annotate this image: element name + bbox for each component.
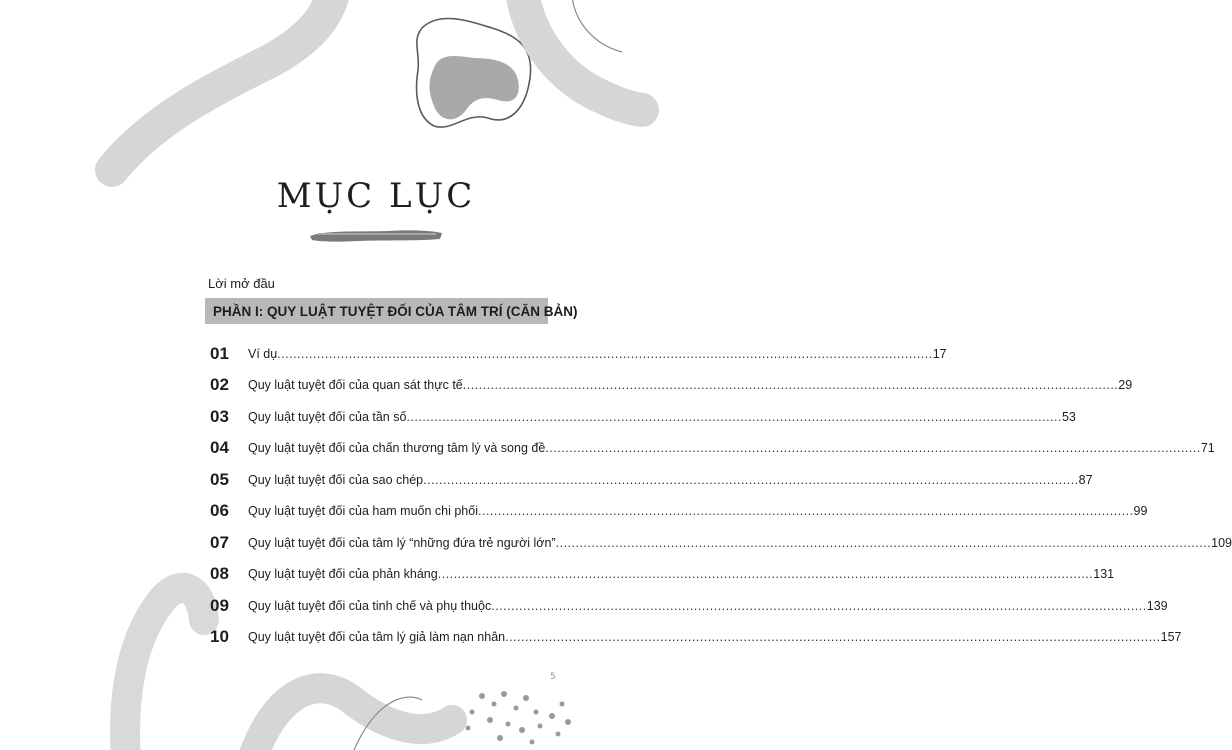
toc-page-number: 157 xyxy=(1160,630,1182,645)
toc-text xyxy=(248,567,1114,581)
toc-number: 03 xyxy=(210,406,229,426)
toc-leader-dots xyxy=(438,567,1094,581)
toc-entry[interactable] xyxy=(210,433,1215,465)
left-arc-stroke xyxy=(112,0,334,170)
toc-leader-dots xyxy=(423,473,1079,487)
book-page xyxy=(122,0,1232,750)
toc-page-number: 53 xyxy=(1061,409,1076,424)
toc-number: 09 xyxy=(210,595,229,615)
toc-leader-dots xyxy=(491,599,1147,613)
toc-leader-dots xyxy=(277,347,933,361)
toc-page-number: 139 xyxy=(1146,598,1168,613)
toc-text xyxy=(248,599,1168,613)
toc-number: 05 xyxy=(210,469,229,489)
toc-entry[interactable] xyxy=(210,559,1115,591)
toc-text xyxy=(248,378,1132,392)
intro-entry[interactable]: Lời mở đầu xyxy=(208,276,275,291)
page-number: 5 xyxy=(550,672,556,682)
toc-page-number: 87 xyxy=(1078,472,1093,487)
toc-number: 10 xyxy=(210,627,229,647)
toc-page-number: 71 xyxy=(1200,441,1215,456)
toc-number: 06 xyxy=(210,501,229,521)
toc-text xyxy=(248,347,947,361)
toc-label: Quy luật tuyệt đối của quan sát thực tế xyxy=(248,378,463,393)
toc-label: Ví dụ xyxy=(248,346,278,361)
toc-label: Quy luật tuyệt đối của tần số xyxy=(248,409,407,424)
toc-page-number: 17 xyxy=(932,346,947,361)
toc-text xyxy=(248,536,1232,550)
toc-number: 08 xyxy=(210,564,229,584)
toc-label: Quy luật tuyệt đối của tâm lý giả làm nạn nhân xyxy=(248,630,506,645)
toc-label: Quy luật tuyệt đối của tinh chế và phụ thuộc xyxy=(248,598,492,613)
toc-label: Quy luật tuyệt đối của phản kháng xyxy=(248,567,438,582)
toc-entry[interactable] xyxy=(210,401,1076,433)
toc-label: Quy luật tuyệt đối của tâm lý “những đứa trẻ người lớn” xyxy=(248,535,556,550)
toc-entry[interactable] xyxy=(210,622,1182,654)
toc-entry[interactable] xyxy=(210,527,1232,559)
toc-leader-dots xyxy=(406,410,1062,424)
toc-number: 02 xyxy=(210,375,229,395)
toc-text xyxy=(248,441,1215,455)
toc-label: Quy luật tuyệt đối của sao chép xyxy=(248,472,424,487)
toc-text xyxy=(248,473,1093,487)
toc-label: Quy luật tuyệt đối của ham muốn chi phối xyxy=(248,504,478,519)
lower-left-arch xyxy=(125,588,204,750)
toc-page-number: 29 xyxy=(1118,378,1133,393)
blob-shape xyxy=(430,56,519,119)
toc-leader-dots xyxy=(505,630,1161,644)
toc-text xyxy=(248,630,1181,644)
right-band-stroke xyxy=(522,0,642,110)
part-heading-bar xyxy=(205,298,578,324)
page-title: MỤC LỤC xyxy=(276,176,476,216)
toc-leader-dots xyxy=(463,378,1119,392)
dot-cluster xyxy=(466,691,572,745)
toc-text xyxy=(248,410,1076,424)
toc-entry[interactable] xyxy=(210,590,1168,622)
toc-label: Quy luật tuyệt đối của chấn thương tâm lý và song đề xyxy=(248,441,546,456)
title-underline-brush xyxy=(308,224,444,246)
toc-entry[interactable] xyxy=(210,464,1093,496)
toc-leader-dots xyxy=(545,441,1201,455)
toc-number: 07 xyxy=(210,532,229,552)
toc-number: 01 xyxy=(210,343,229,363)
toc-text xyxy=(248,504,1147,518)
toc-entry[interactable] xyxy=(210,370,1133,402)
toc-leader-dots xyxy=(556,536,1212,550)
bottom-wave-stroke xyxy=(252,688,452,750)
toc-leader-dots xyxy=(478,504,1134,518)
part-heading: PHẦN I: QUY LUẬT TUYỆT ĐỐI CỦA TÂM TRÍ (CĂN BẢN) xyxy=(213,303,578,319)
toc-page-number: 99 xyxy=(1133,504,1148,519)
toc-entry[interactable] xyxy=(210,338,947,370)
toc-number: 04 xyxy=(210,438,229,458)
toc-page-number: 131 xyxy=(1093,567,1115,582)
right-line-outline xyxy=(572,0,622,52)
toc-page-number: 109 xyxy=(1211,535,1232,550)
toc-entry[interactable] xyxy=(210,496,1148,528)
toc-list xyxy=(210,338,1232,653)
